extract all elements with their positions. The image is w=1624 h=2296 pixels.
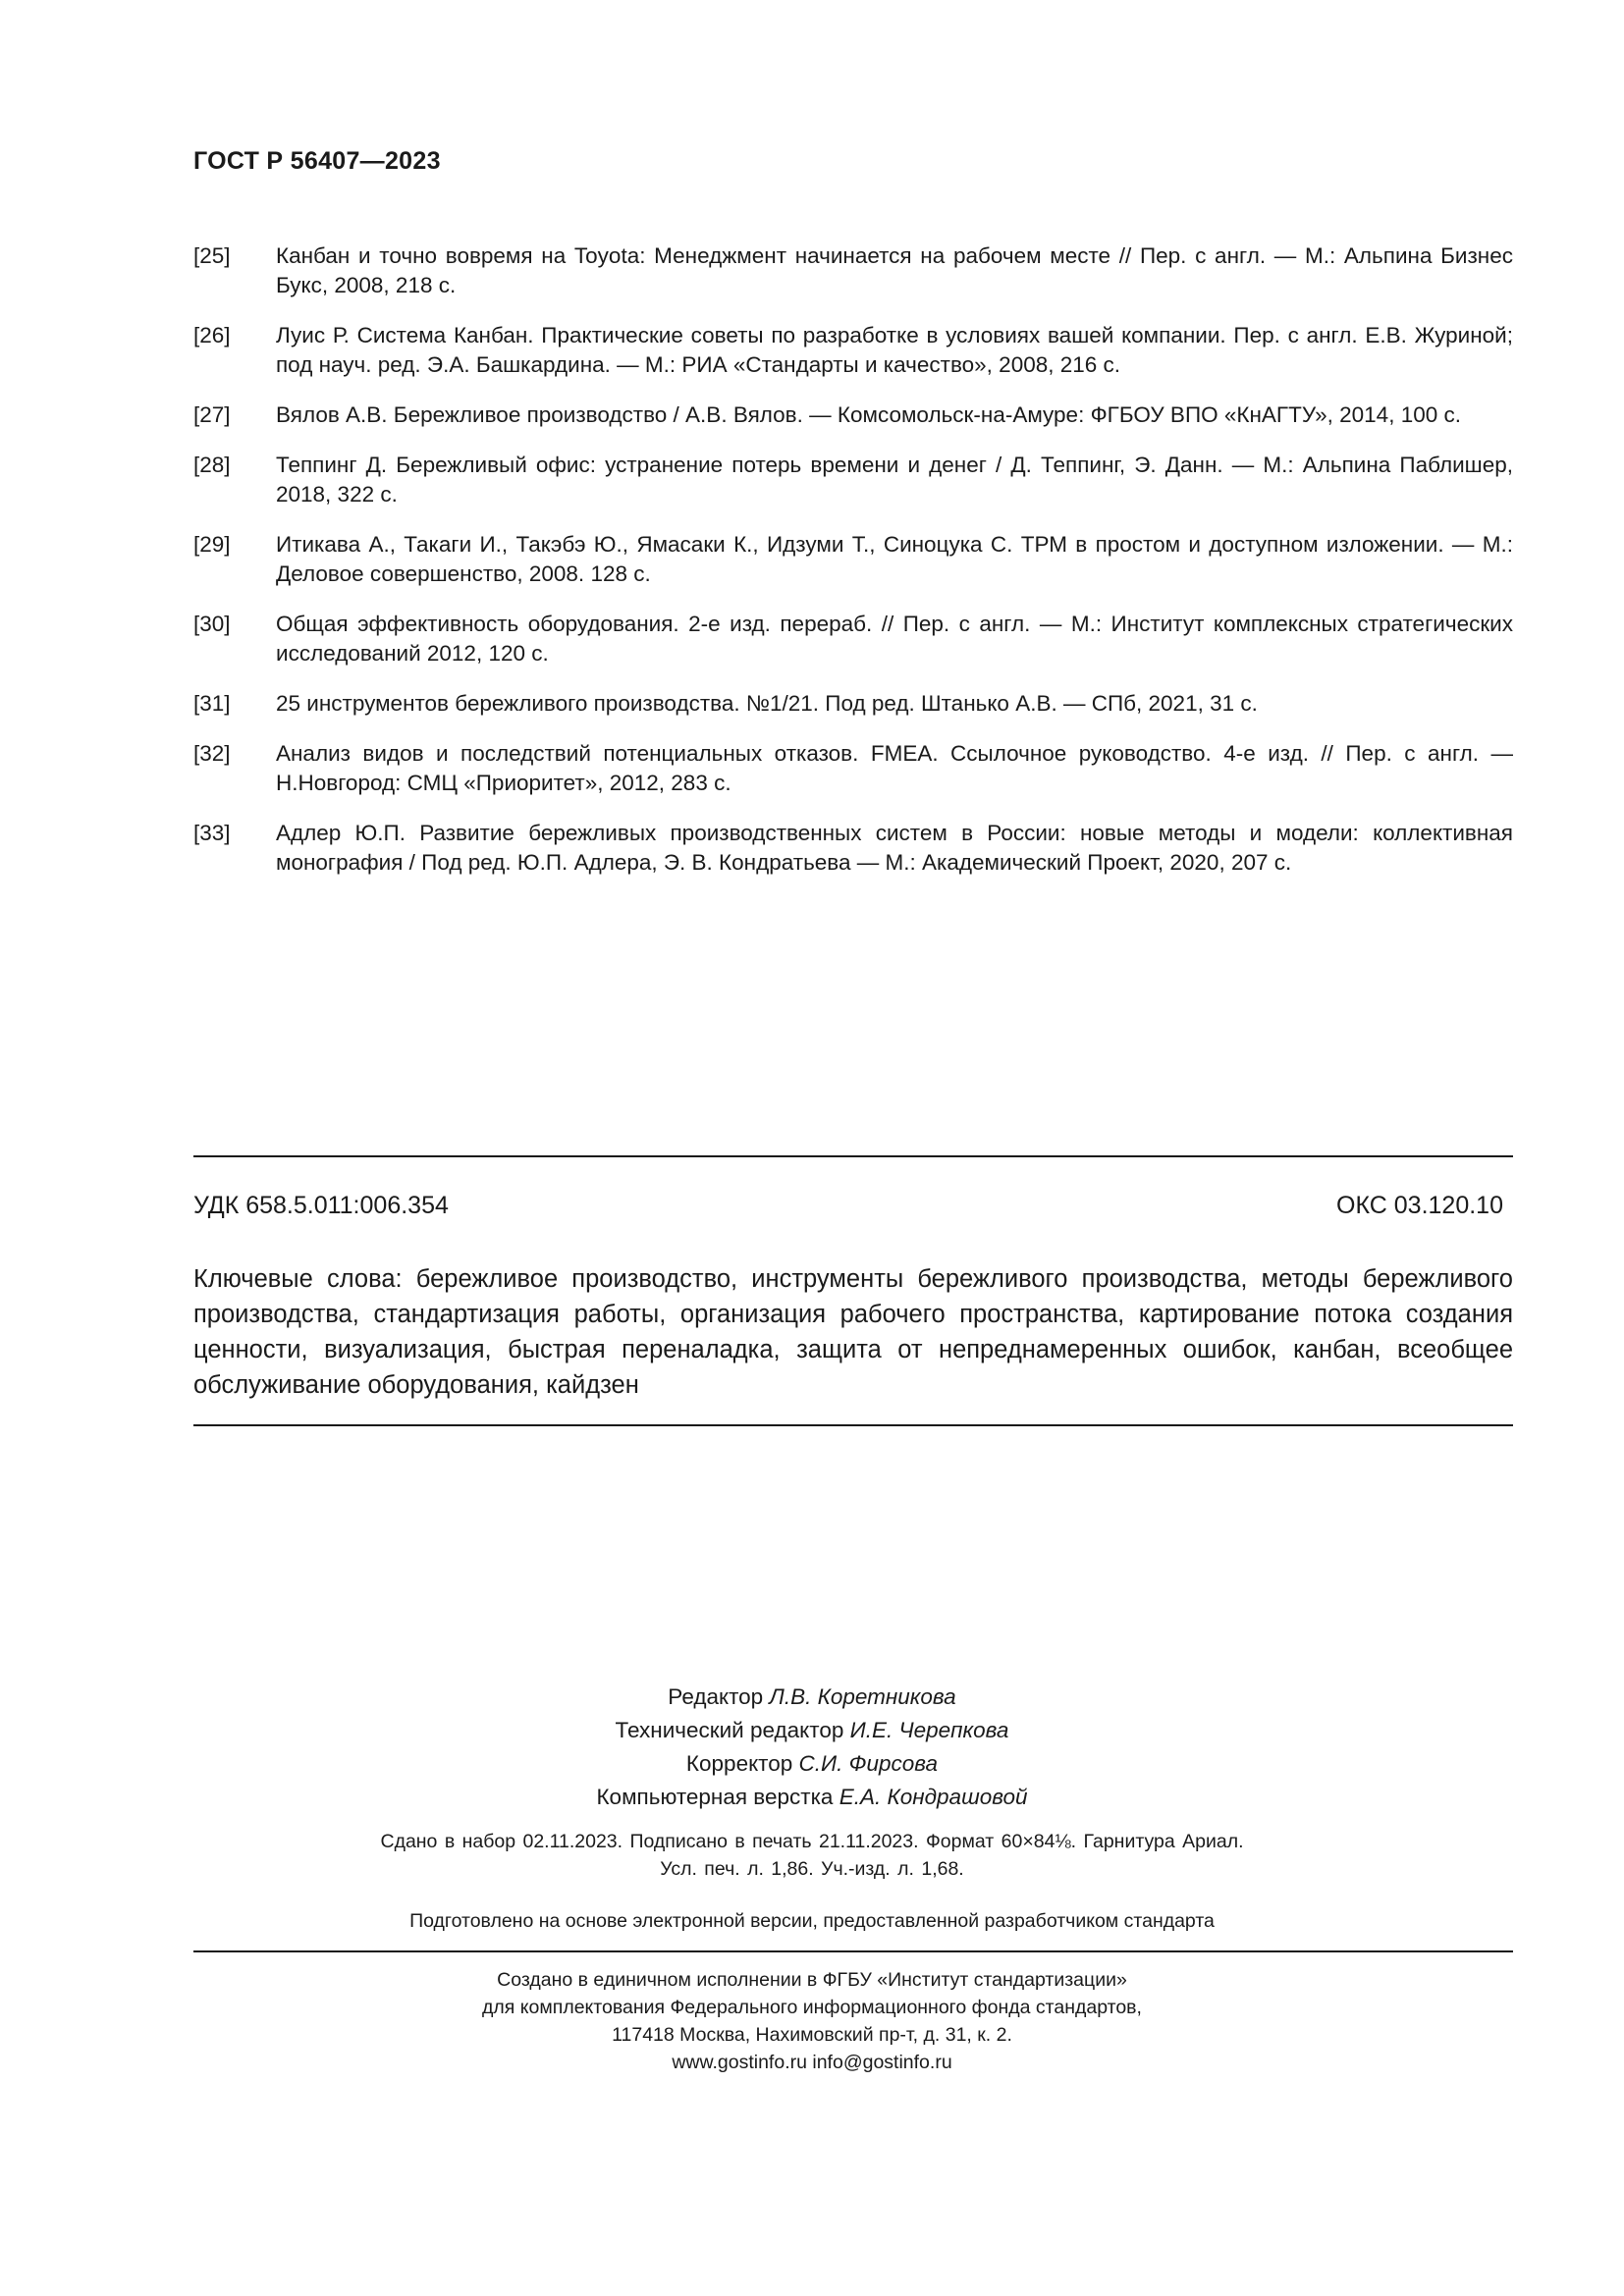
reference-text: Анализ видов и последствий потенциальных отказов. FMEA. Ссылочное руководство. 4-е изд. // Пер. с англ. — Н.Новгород: СМЦ «Приоритет», 2012, 283 с.	[276, 741, 1513, 795]
udk-code: УДК 658.5.011:006.354	[193, 1192, 449, 1219]
reference-text: Канбан и точно вовремя на Toyota: Менеджмент начинается на рабочем месте // Пер. с англ. — М.: Альпина Бизнес Букс, 2008, 218 с.	[276, 243, 1513, 297]
publisher-divider	[193, 1950, 1513, 1952]
reference-number: [33]	[193, 821, 231, 845]
credit-name: С.И. Фирсова	[798, 1751, 939, 1776]
reference-text: Адлер Ю.П. Развитие бережливых производственных систем в России: новые методы и модели: коллективная монография / Под ред. Ю.П. Адлера, Э. В. Кондратьева — М.: Академический Проект, 2020, 207 с.	[276, 821, 1513, 875]
imprint-line-1: Сдано в набор 02.11.2023. Подписано в печать 21.11.2023. Формат 60×84⅛. Гарнитура Ариал.	[380, 1831, 1244, 1852]
document-number: ГОСТ Р 56407—2023	[193, 147, 441, 175]
reference-item	[193, 400, 1513, 430]
credit-line	[0, 1681, 1624, 1714]
keywords-label: Ключевые слова:	[193, 1265, 403, 1293]
reference-item	[193, 689, 1513, 719]
top-divider	[193, 1155, 1513, 1157]
keywords-divider	[193, 1424, 1513, 1426]
credit-line	[0, 1714, 1624, 1747]
reference-text: Теппинг Д. Бережливый офис: устранение потерь времени и денег / Д. Теппинг, Э. Данн. — М.: Альпина Паблишер, 2018, 322 с.	[276, 453, 1513, 507]
publisher-info	[0, 1966, 1624, 2076]
reference-item	[193, 819, 1513, 878]
print-imprint	[0, 1828, 1624, 1883]
publisher-contacts: www.gostinfo.ru info@gostinfo.ru	[672, 2052, 952, 2073]
reference-number: [32]	[193, 741, 231, 766]
reference-item	[193, 241, 1513, 300]
oks-code: ОКС 03.120.10	[1336, 1192, 1503, 1219]
prepared-note: Подготовлено на основе электронной версии, предоставленной разработчиком стандарта	[409, 1910, 1215, 1932]
credit-role: Редактор	[668, 1684, 764, 1709]
reference-number: [27]	[193, 402, 231, 427]
reference-text: Итикава А., Такаги И., Такэбэ Ю., Ямасаки К., Идзуми Т., Синоцука С. ТРМ в простом и доступном изложении. — М.: Деловое совершенство, 2008. 128 с.	[276, 532, 1513, 586]
bibliography-list	[193, 241, 1513, 898]
publisher-line-1: Создано в единичном исполнении в ФГБУ «Институт стандартизации»	[497, 1969, 1127, 1991]
reference-text: Вялов А.В. Бережливое производство / А.В. Вялов. — Комсомольск-на-Амуре: ФГБОУ ВПО «КнАГТУ», 2014, 100 с.	[276, 402, 1461, 427]
reference-item	[193, 321, 1513, 380]
reference-item	[193, 610, 1513, 668]
publisher-line-2: для комплектования Федерального информационного фонда стандартов,	[482, 1997, 1142, 2018]
reference-text: Общая эффективность оборудования. 2-е изд. перераб. // Пер. с англ. — М.: Институт комплексных стратегических исследований 2012, 120 с.	[276, 612, 1513, 666]
credit-line	[0, 1781, 1624, 1814]
credit-name: И.Е. Черепкова	[849, 1718, 1009, 1742]
reference-number: [28]	[193, 453, 231, 477]
reference-number: [25]	[193, 243, 231, 268]
keywords-text: бережливое производство, инструменты бережливого производства, методы бережливого производства, стандартизация работы, организация рабочего пространства, картирование потока создания ценности, визуализация, быстрая переналадка, защита от непреднамеренных ошибок, канбан, всеобщее обслуживание оборудования, кайдзен	[193, 1265, 1513, 1399]
credit-role: Корректор	[685, 1751, 793, 1776]
reference-number: [29]	[193, 532, 231, 557]
reference-text: Луис Р. Система Канбан. Практические советы по разработке в условиях вашей компании. Пер. с англ. Е.В. Журиной; под науч. ред. Э.А. Башкардина. — М.: РИА «Стандарты и качество», 2008, 216 с.	[276, 323, 1513, 377]
keywords-block	[193, 1261, 1513, 1403]
imprint-line-2: Усл. печ. л. 1,86. Уч.-изд. л. 1,68.	[660, 1858, 964, 1880]
reference-number: [30]	[193, 612, 231, 636]
reference-number: [26]	[193, 323, 231, 347]
editorial-credits	[0, 1681, 1624, 1814]
credit-role: Компьютерная верстка	[596, 1785, 834, 1809]
credit-name: Л.В. Коретникова	[769, 1684, 956, 1709]
classification-codes	[193, 1192, 1503, 1220]
reference-number: [31]	[193, 691, 231, 716]
credit-role: Технический редактор	[615, 1718, 844, 1742]
credit-name: Е.А. Кондрашовой	[839, 1785, 1028, 1809]
credit-line	[0, 1747, 1624, 1781]
reference-item	[193, 739, 1513, 798]
reference-text: 25 инструментов бережливого производства. №1/21. Под ред. Штанько А.В. — СПб, 2021, 31 с.	[276, 691, 1258, 716]
reference-item	[193, 451, 1513, 509]
reference-item	[193, 530, 1513, 589]
publisher-line-3: 117418 Москва, Нахимовский пр-т, д. 31, к. 2.	[612, 2024, 1012, 2046]
